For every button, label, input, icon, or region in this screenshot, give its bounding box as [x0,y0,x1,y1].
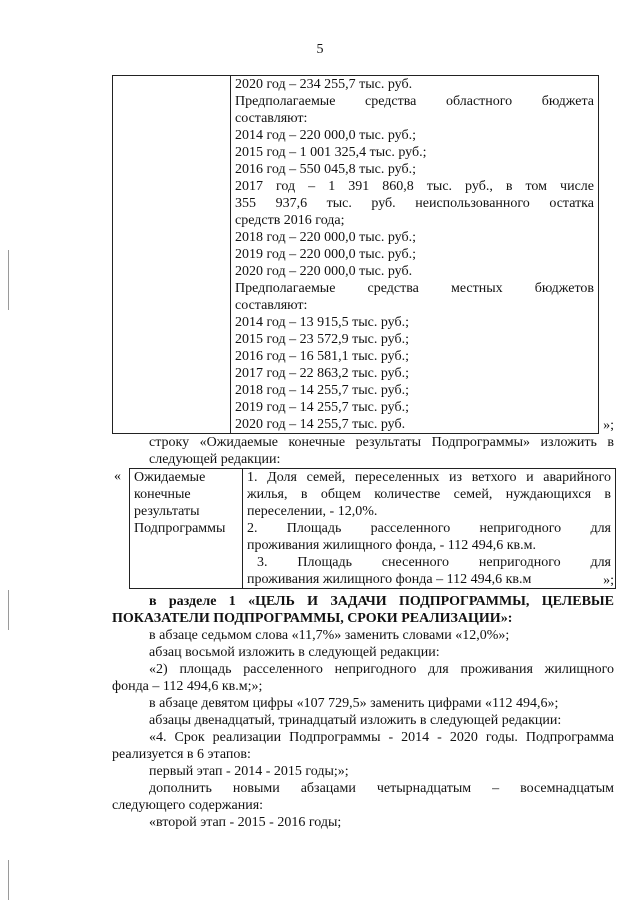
results-label-line: Подпрограммы [134,521,226,536]
paragraph-line: следующего содержания: [112,798,264,813]
paragraph-line: дополнить новыми абзацами четырнадцатым – восемнадцатым [149,781,614,796]
results-line: проживания жилищного фонда – 112 494,6 кв.м [247,572,532,587]
results-label-line: конечные [134,487,191,502]
funding-table-block [112,75,614,434]
paragraph-line: первый этап - 2014 - 2015 годы;»; [149,764,349,779]
funding-line: Предполагаемые средства областного бюджета [235,94,594,109]
funding-line: 2019 год – 14 255,7 тыс. руб.; [235,400,409,415]
results-line: проживания жилищного фонда, - 112 494,6 кв.м. [247,538,536,553]
paragraph-line: абзацы двенадцатый, тринадцатый изложить в следующей редакции: [149,713,562,728]
funding-line: 2020 год – 14 255,7 тыс. руб. [235,417,406,432]
paragraph-line: следующей редакции: [149,452,281,467]
section-heading [112,593,614,627]
funding-line: 2014 год – 220 000,0 тыс. руб.; [235,128,416,143]
table-close-quote: »; [603,418,614,433]
funding-line: 2020 год – 234 255,7 тыс. руб. [235,77,413,92]
funding-line: 2020 год – 220 000,0 тыс. руб. [235,264,413,279]
funding-line: 2016 год – 16 581,1 тыс. руб.; [235,349,409,364]
results-line: 3. Площадь снесенного непригодного для [257,555,611,570]
paragraph-line: фонда – 112 494,6 кв.м;»; [112,679,263,694]
results-line: 1. Доля семей, переселенных из ветхого и аварийного [247,470,611,485]
document-page [112,75,614,831]
paragraph-line: «второй этап - 2015 - 2016 годы; [149,815,342,830]
paragraph-line: строку «Ожидаемые конечные результаты Подпрограммы» изложить в [149,435,614,450]
funding-line: составляют: [235,111,308,126]
funding-line: 2015 год – 23 572,9 тыс. руб.; [235,332,409,347]
paragraph [112,627,614,831]
results-table [129,468,616,589]
paragraph-line: «4. Срок реализации Подпрограммы - 2014 - 2020 годы. Подпрограмма [149,730,614,745]
funding-line: Предполагаемые средства местных бюджетов [235,281,594,296]
funding-line: 2017 год – 22 863,2 тыс. руб.; [235,366,409,381]
results-line: 2. Площадь расселенного непригодного для [247,521,611,536]
section-heading-line: ПОКАЗАТЕЛИ ПОДПРОГРАММЫ, СРОКИ РЕАЛИЗАЦИИ»: [112,611,513,626]
funding-line: 2015 год – 1 001 325,4 тыс. руб.; [235,145,427,160]
table-close-quote: »; [603,573,614,588]
paragraph-stroka [112,434,614,468]
paragraph-line: абзац восьмой изложить в следующей редакции: [149,645,440,660]
paragraph-line: реализуется в 6 этапов: [112,747,251,762]
section-heading-line: в разделе 1 «ЦЕЛЬ И ЗАДАЧИ ПОДПРОГРАММЫ, ЦЕЛЕВЫЕ [149,594,614,609]
results-table-block [112,468,614,589]
funding-table-left-cell [113,76,231,434]
paragraph-line: в абзаце седьмом слова «11,7%» заменить словами «12,0%»; [149,628,510,643]
funding-line: 355 937,6 тыс. руб. неиспользованного остатка [235,196,594,211]
results-label-cell [130,469,243,589]
funding-line: составляют: [235,298,308,313]
funding-line: 2017 год – 1 391 860,8 тыс. руб., в том числе [235,179,594,194]
funding-line: 2019 год – 220 000,0 тыс. руб.; [235,247,416,262]
table-open-quote: « [114,469,121,484]
paragraph-line: «2) площадь расселенного непригодного для проживания жилищного [149,662,614,677]
results-label-line: Ожидаемые [134,470,206,485]
results-content-cell [243,469,616,589]
scan-margin-mark [8,250,9,310]
funding-line: 2018 год – 220 000,0 тыс. руб.; [235,230,416,245]
funding-line: средств 2016 года; [235,213,345,228]
paragraph-line: в абзаце девятом цифры «107 729,5» заменить цифрами «112 494,6»; [149,696,559,711]
scan-margin-mark [8,860,9,900]
scan-margin-mark [8,590,9,630]
results-line: переселении, - 12,0%. [247,504,378,519]
funding-line: 2018 год – 14 255,7 тыс. руб.; [235,383,409,398]
funding-line: 2014 год – 13 915,5 тыс. руб.; [235,315,409,330]
funding-table [112,75,599,434]
results-label-line: результаты [134,504,200,519]
funding-line: 2016 год – 550 045,8 тыс. руб.; [235,162,416,177]
page-number: 5 [316,42,324,57]
funding-table-right-cell [231,76,599,434]
results-line: жилья, в общем количестве семей, нуждающихся в [247,487,611,502]
